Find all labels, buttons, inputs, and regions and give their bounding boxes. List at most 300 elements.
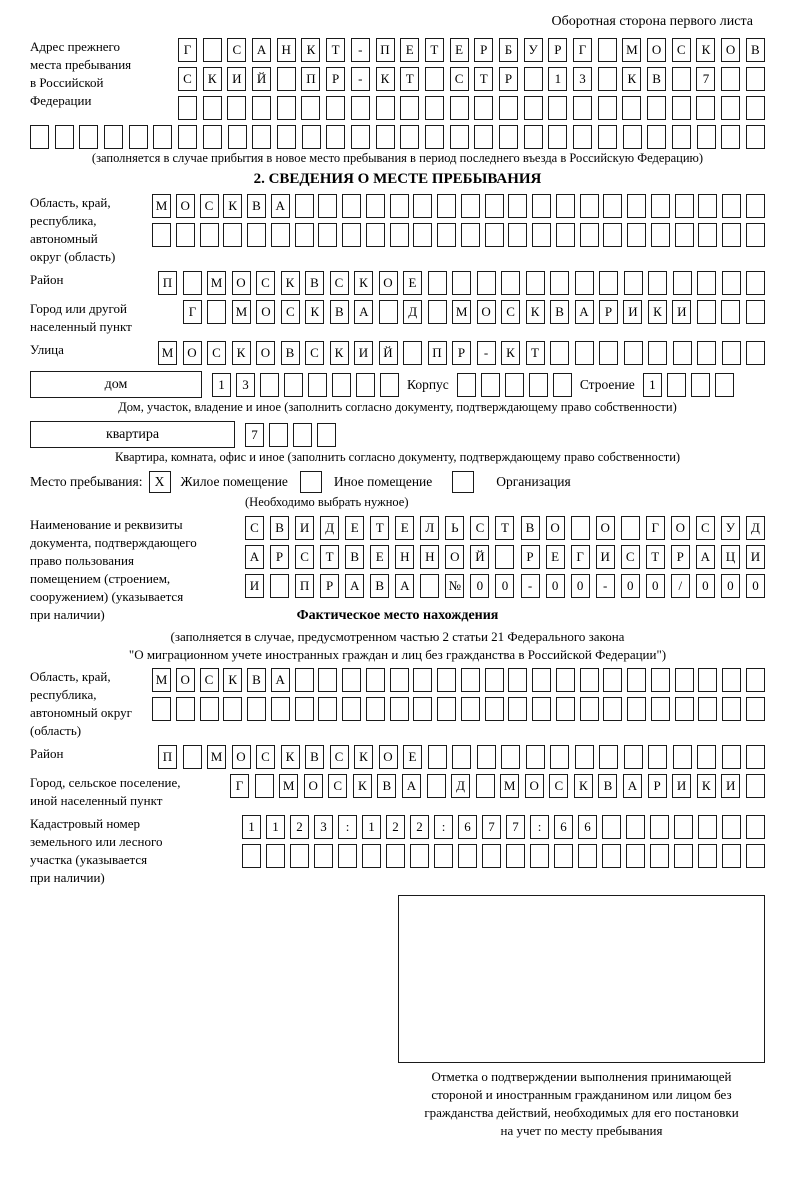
char-box	[548, 96, 567, 120]
char-box	[746, 745, 765, 769]
char-box: О	[445, 545, 464, 569]
char-box	[746, 668, 765, 692]
char-box	[667, 373, 686, 397]
char-box	[626, 815, 645, 839]
char-box	[524, 67, 543, 91]
char-box	[675, 668, 694, 692]
char-box: 6	[458, 815, 477, 839]
label-line: автономный	[30, 231, 98, 246]
char-box	[318, 668, 337, 692]
char-box: Г	[646, 516, 665, 540]
stroenie-label: Строение	[579, 376, 635, 392]
char-box: В	[746, 38, 765, 62]
char-box	[626, 844, 645, 868]
char-box: №	[445, 574, 464, 598]
previous-address-note: (заполняется в случае прибытия в новое место пребывания в период последнего въезда в Российскую Федерацию)	[91, 151, 704, 165]
char-box	[342, 668, 361, 692]
char-box: С	[245, 516, 264, 540]
char-box	[532, 223, 551, 247]
char-box	[203, 96, 222, 120]
char-box	[366, 668, 385, 692]
char-box	[379, 300, 398, 324]
char-box: К	[281, 745, 300, 769]
char-box: Е	[345, 516, 364, 540]
char-box	[627, 697, 646, 721]
char-box	[647, 125, 666, 149]
char-box: С	[450, 67, 469, 91]
char-box: 0	[696, 574, 715, 598]
char-box	[622, 96, 641, 120]
char-box: 3	[236, 373, 255, 397]
korpus-cells	[457, 373, 572, 397]
char-box	[746, 67, 765, 91]
char-box: О	[304, 774, 323, 798]
char-box	[450, 96, 469, 120]
other-premises-label: Иное помещение	[333, 474, 433, 489]
char-box	[386, 844, 405, 868]
char-box: К	[223, 194, 242, 218]
fact-region-rows	[152, 668, 765, 740]
char-box	[697, 341, 716, 365]
char-box: В	[550, 300, 569, 324]
char-box	[722, 194, 741, 218]
char-box	[295, 223, 314, 247]
char-box	[674, 844, 693, 868]
char-box	[675, 697, 694, 721]
char-box	[746, 271, 765, 295]
char-box	[715, 373, 734, 397]
city-row	[183, 300, 765, 324]
char-box	[651, 223, 670, 247]
previous-address-row-4	[30, 125, 765, 149]
char-box	[506, 844, 525, 868]
char-box	[317, 423, 336, 447]
char-box	[550, 271, 569, 295]
char-box	[252, 96, 271, 120]
char-box	[247, 223, 266, 247]
char-box	[627, 194, 646, 218]
char-box: В	[345, 545, 364, 569]
label-line: Кадастровый номер	[30, 816, 141, 831]
char-box	[413, 194, 432, 218]
char-box: О	[256, 341, 275, 365]
char-box	[477, 745, 496, 769]
fact-region-row-2	[152, 697, 765, 721]
char-box: Р	[521, 545, 540, 569]
char-box	[425, 67, 444, 91]
char-box: А	[395, 574, 414, 598]
district-label: Район	[30, 272, 64, 287]
char-box	[603, 223, 622, 247]
char-box: Р	[452, 341, 471, 365]
char-box: Е	[395, 516, 414, 540]
residential-label: Жилое помещение	[180, 474, 288, 489]
char-box: С	[200, 668, 219, 692]
char-box: П	[158, 271, 177, 295]
char-box	[722, 668, 741, 692]
char-box	[571, 516, 590, 540]
char-box: 0	[495, 574, 514, 598]
char-box: И	[746, 545, 765, 569]
char-box	[314, 844, 333, 868]
label-line: республика,	[30, 213, 97, 228]
char-box: Р	[474, 38, 493, 62]
char-box	[290, 844, 309, 868]
char-box	[428, 271, 447, 295]
label-line: в Российской	[30, 75, 104, 90]
char-box: -	[596, 574, 615, 598]
char-box	[672, 67, 691, 91]
char-box	[183, 271, 202, 295]
char-box: Н	[420, 545, 439, 569]
char-box	[598, 67, 617, 91]
char-box	[277, 67, 296, 91]
char-box: И	[721, 774, 740, 798]
char-box	[153, 125, 172, 149]
char-box: 2	[290, 815, 309, 839]
char-box	[207, 300, 226, 324]
char-box	[318, 223, 337, 247]
previous-address-row-2	[178, 67, 765, 91]
char-box	[530, 844, 549, 868]
char-box	[437, 668, 456, 692]
char-box	[746, 697, 765, 721]
stamp-area	[398, 895, 765, 1140]
char-box	[269, 423, 288, 447]
char-box: 1	[362, 815, 381, 839]
char-box: С	[295, 545, 314, 569]
char-box: С	[672, 38, 691, 62]
char-box: М	[232, 300, 251, 324]
cadastral-row-1	[242, 815, 765, 839]
char-box: 1	[266, 815, 285, 839]
char-box	[390, 194, 409, 218]
document-row-1	[245, 516, 765, 540]
char-box	[697, 745, 716, 769]
char-box: 2	[386, 815, 405, 839]
char-box	[79, 125, 98, 149]
document-row-2	[245, 545, 765, 569]
label-line: при наличии)	[30, 607, 105, 622]
district-row	[158, 271, 765, 295]
char-box	[675, 194, 694, 218]
char-box	[437, 223, 456, 247]
char-box	[603, 668, 622, 692]
char-box: Р	[320, 574, 339, 598]
fact-city-label	[30, 774, 230, 810]
char-box: С	[696, 516, 715, 540]
char-box: А	[623, 774, 642, 798]
char-box: В	[270, 516, 289, 540]
char-box: К	[501, 341, 520, 365]
char-box	[722, 223, 741, 247]
char-box: Й	[252, 67, 271, 91]
char-box	[746, 300, 765, 324]
char-box	[428, 300, 447, 324]
char-box	[672, 96, 691, 120]
char-box: С	[501, 300, 520, 324]
char-box: К	[330, 341, 349, 365]
char-box: О	[477, 300, 496, 324]
char-box: О	[176, 194, 195, 218]
char-box	[318, 194, 337, 218]
char-box	[650, 844, 669, 868]
char-box: У	[524, 38, 543, 62]
char-box	[413, 697, 432, 721]
char-box: Д	[451, 774, 470, 798]
char-box	[366, 697, 385, 721]
fact-city-block	[30, 774, 765, 810]
char-box: С	[200, 194, 219, 218]
char-box	[461, 223, 480, 247]
char-box: 6	[554, 815, 573, 839]
char-box	[176, 697, 195, 721]
char-box: И	[672, 300, 691, 324]
char-box: К	[697, 774, 716, 798]
previous-address-block	[30, 38, 765, 120]
char-box	[603, 194, 622, 218]
residential-checkbox: Х	[149, 471, 171, 493]
char-box	[485, 697, 504, 721]
char-box	[255, 774, 274, 798]
char-box	[420, 574, 439, 598]
char-box	[295, 697, 314, 721]
char-box: В	[281, 341, 300, 365]
char-box: С	[256, 745, 275, 769]
stamp-note-line: гражданства действий, необходимых для его постановки	[424, 1105, 739, 1120]
label-line: Область, край,	[30, 669, 111, 684]
char-box: В	[247, 668, 266, 692]
stamp-note-line: стороной и иностранным гражданином или лицом без	[431, 1087, 732, 1102]
char-box: Д	[403, 300, 422, 324]
char-box	[651, 697, 670, 721]
char-box: А	[402, 774, 421, 798]
char-box	[691, 373, 710, 397]
char-box	[271, 223, 290, 247]
char-box	[351, 125, 370, 149]
char-box	[599, 271, 618, 295]
char-box	[252, 125, 271, 149]
char-box	[247, 697, 266, 721]
char-box	[476, 774, 495, 798]
char-box	[599, 341, 618, 365]
char-box	[556, 668, 575, 692]
char-box: Р	[270, 545, 289, 569]
char-box	[673, 745, 692, 769]
char-box	[242, 844, 261, 868]
city-label	[30, 300, 183, 336]
char-box	[746, 844, 765, 868]
label-line: Город или другой	[30, 301, 127, 316]
cadastral-label	[30, 815, 242, 887]
char-box	[461, 668, 480, 692]
char-box	[474, 125, 493, 149]
char-box	[627, 668, 646, 692]
label-line: республика,	[30, 687, 97, 702]
char-box	[721, 96, 740, 120]
char-box	[485, 223, 504, 247]
char-box	[302, 125, 321, 149]
char-box	[176, 223, 195, 247]
char-box	[580, 194, 599, 218]
char-box	[482, 844, 501, 868]
char-box: И	[245, 574, 264, 598]
char-box: М	[207, 745, 226, 769]
char-box: К	[354, 745, 373, 769]
char-box: Т	[425, 38, 444, 62]
char-box: А	[696, 545, 715, 569]
char-box	[295, 668, 314, 692]
char-box: К	[354, 271, 373, 295]
char-box	[427, 774, 446, 798]
char-box	[200, 697, 219, 721]
char-box	[696, 96, 715, 120]
char-box	[722, 844, 741, 868]
char-box: Г	[230, 774, 249, 798]
char-box	[284, 373, 303, 397]
korpus-label: Корпус	[407, 376, 449, 392]
char-box	[508, 194, 527, 218]
char-box	[698, 194, 717, 218]
region-row-2	[152, 223, 765, 247]
char-box: М	[622, 38, 641, 62]
char-box: К	[648, 300, 667, 324]
char-box	[598, 125, 617, 149]
char-box: А	[271, 668, 290, 692]
char-box	[598, 38, 617, 62]
label-line: участка (указывается	[30, 852, 148, 867]
char-box: О	[379, 745, 398, 769]
char-box	[400, 125, 419, 149]
page-header-note: Оборотная сторона первого листа	[551, 14, 753, 29]
char-box	[722, 815, 741, 839]
char-box	[129, 125, 148, 149]
char-box: Г	[571, 545, 590, 569]
char-box: 7	[245, 423, 264, 447]
char-box	[673, 271, 692, 295]
char-box: П	[295, 574, 314, 598]
char-box: Е	[546, 545, 565, 569]
previous-address-rows	[178, 38, 765, 120]
char-box	[556, 223, 575, 247]
char-box	[55, 125, 74, 149]
apartment-row	[30, 421, 765, 448]
char-box: И	[354, 341, 373, 365]
char-box	[203, 125, 222, 149]
char-box: 1	[212, 373, 231, 397]
char-box	[746, 125, 765, 149]
char-box	[529, 373, 548, 397]
char-box: С	[470, 516, 489, 540]
char-box	[746, 194, 765, 218]
char-box	[400, 96, 419, 120]
char-box: А	[271, 194, 290, 218]
char-box: К	[301, 38, 320, 62]
fact-region-label	[30, 668, 152, 740]
char-box	[270, 574, 289, 598]
char-box: В	[377, 774, 396, 798]
char-box: Р	[548, 38, 567, 62]
char-box	[526, 745, 545, 769]
char-box	[508, 223, 527, 247]
char-box: В	[330, 300, 349, 324]
char-box: К	[232, 341, 251, 365]
char-box: В	[647, 67, 666, 91]
char-box	[452, 745, 471, 769]
char-box	[223, 697, 242, 721]
char-box: 0	[746, 574, 765, 598]
district-rows	[158, 271, 765, 295]
char-box: С	[178, 67, 197, 91]
char-box: П	[158, 745, 177, 769]
apartment-note: Квартира, комната, офис и иное (заполнить согласно документу, подтверждающему право собственности)	[114, 450, 681, 464]
char-box	[575, 271, 594, 295]
char-box	[152, 697, 171, 721]
char-box	[721, 125, 740, 149]
char-box	[434, 844, 453, 868]
label-line: Наименование и реквизиты	[30, 517, 183, 532]
char-box: 2	[410, 815, 429, 839]
char-box	[104, 125, 123, 149]
char-box: Д	[320, 516, 339, 540]
char-box: -	[477, 341, 496, 365]
char-box: 1	[643, 373, 662, 397]
char-box: К	[353, 774, 372, 798]
char-box: О	[232, 271, 251, 295]
char-box	[698, 697, 717, 721]
label-line: земельного или лесного	[30, 834, 163, 849]
region-label	[30, 194, 152, 266]
char-box	[575, 745, 594, 769]
fact-district-block	[30, 745, 765, 769]
region-row-1	[152, 194, 765, 218]
label-line: округ (область)	[30, 249, 116, 264]
char-box: Е	[400, 38, 419, 62]
previous-address-label	[30, 38, 178, 120]
char-box: М	[158, 341, 177, 365]
stamp-note	[398, 1068, 765, 1140]
char-box	[647, 96, 666, 120]
fact-district-label: Район	[30, 746, 64, 761]
char-box	[499, 125, 518, 149]
char-box	[602, 844, 621, 868]
char-box	[550, 745, 569, 769]
char-box	[450, 125, 469, 149]
char-box: О	[183, 341, 202, 365]
char-box: С	[207, 341, 226, 365]
cadastral-row-2	[242, 844, 765, 868]
street-rows	[158, 341, 765, 365]
char-box: И	[672, 774, 691, 798]
char-box: Р	[326, 67, 345, 91]
city-rows	[183, 300, 765, 336]
label-line: Федерации	[30, 93, 92, 108]
char-box: П	[376, 38, 395, 62]
char-box	[746, 223, 765, 247]
char-box	[366, 223, 385, 247]
char-box	[697, 271, 716, 295]
char-box	[178, 96, 197, 120]
char-box: О	[647, 38, 666, 62]
char-box: В	[598, 774, 617, 798]
cadastral-block	[30, 815, 765, 887]
char-box	[648, 341, 667, 365]
char-box	[651, 194, 670, 218]
char-box: М	[152, 668, 171, 692]
char-box	[457, 373, 476, 397]
label-line: при наличии)	[30, 870, 105, 885]
char-box	[698, 668, 717, 692]
